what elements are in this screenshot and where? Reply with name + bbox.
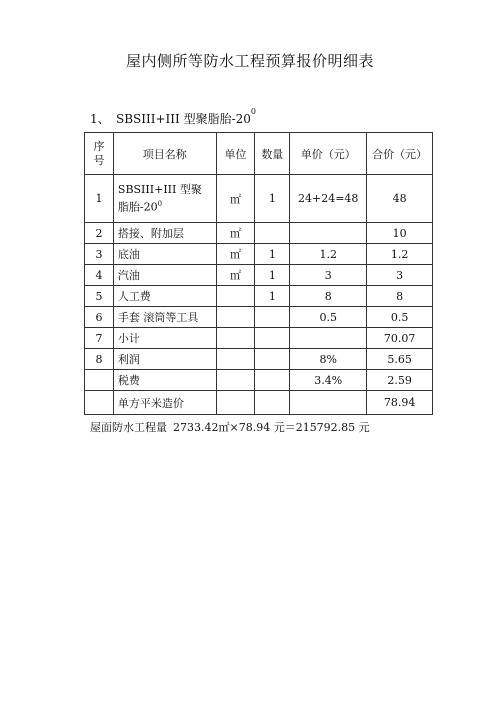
cell-total-price: 1.2: [367, 244, 433, 265]
cell-seq: 8: [85, 349, 114, 370]
table-row: [85, 349, 433, 370]
cell-total-price: 5.65: [367, 349, 433, 370]
cell-qty: 1: [255, 244, 290, 265]
cell-qty: [255, 391, 290, 415]
cell-item-name: 税费: [113, 370, 216, 391]
cell-total-price: 78.94: [367, 391, 433, 415]
header-unit: 单位: [216, 133, 255, 175]
table-row: [85, 370, 433, 391]
cell-total-price: 8: [367, 286, 433, 307]
cell-seq: [85, 370, 114, 391]
cell-item-name-text: SBSIII+III 型聚脂胎-20: [117, 183, 202, 214]
price-breakdown-table: [84, 132, 433, 415]
cell-qty: 1: [255, 286, 290, 307]
header-qty: 数量: [255, 133, 290, 175]
table-row: [85, 223, 433, 244]
table-row: [85, 175, 433, 223]
header-seq-line2: 号: [93, 153, 105, 167]
table-header-row: [85, 133, 433, 175]
cell-seq: 1: [85, 175, 114, 223]
cell-unit: [216, 349, 255, 370]
cell-unit-price: 8%: [290, 349, 367, 370]
cell-unit-price: 24+24=48: [290, 175, 367, 223]
cell-unit: ㎡: [216, 265, 255, 286]
document-title: 屋内侧所等防水工程预算报价明细表: [125, 52, 374, 70]
cell-unit-price: 1.2: [290, 244, 367, 265]
cell-qty: [255, 370, 290, 391]
cell-unit-price: [290, 223, 367, 244]
cell-seq: 7: [85, 328, 114, 349]
cell-seq: 6: [85, 307, 114, 328]
cell-total-price: 2.59: [367, 370, 433, 391]
table-row: [85, 265, 433, 286]
cell-unit-price: 3.4%: [290, 370, 367, 391]
cell-total-price: 48: [367, 175, 433, 223]
header-seq: [85, 133, 114, 175]
cell-item-name: [113, 175, 216, 223]
cell-qty: 1: [255, 175, 290, 223]
cell-unit: [216, 307, 255, 328]
cell-unit-price: 3: [290, 265, 367, 286]
table-row: [85, 307, 433, 328]
cell-unit: [216, 286, 255, 307]
cell-seq: 5: [85, 286, 114, 307]
header-item-name: 项目名称: [113, 133, 216, 175]
cell-item-name: 底油: [113, 244, 216, 265]
cell-item-name: 利润: [113, 349, 216, 370]
table-row: [85, 391, 433, 415]
cell-item-name: 人工费: [113, 286, 216, 307]
section-number: 1、: [90, 112, 110, 126]
cell-item-name-superscript: 0: [157, 200, 163, 209]
table-row: [85, 244, 433, 265]
cell-seq: 2: [85, 223, 114, 244]
table-row: [85, 286, 433, 307]
cell-qty: [255, 328, 290, 349]
cell-seq: [85, 391, 114, 415]
cell-item-name: 搭接、附加层: [113, 223, 216, 244]
cell-seq: 4: [85, 265, 114, 286]
header-seq-line1: 序: [93, 139, 105, 153]
header-total-price: 合价（元）: [367, 133, 433, 175]
cell-qty: [255, 307, 290, 328]
cell-unit-price: [290, 328, 367, 349]
cell-total-price: 0.5: [367, 307, 433, 328]
cell-unit: ㎡: [216, 175, 255, 223]
cell-qty: [255, 223, 290, 244]
header-unit-price: 单价（元）: [290, 133, 367, 175]
summary-formula: 2733.42㎡×78.94 元＝215792.85 元: [173, 421, 370, 434]
cell-item-name: 手套 滚筒等工具: [113, 307, 216, 328]
section-label-text: SBSIII+III 型聚脂胎-20: [116, 112, 251, 126]
cell-total-price: 3: [367, 265, 433, 286]
cell-unit: ㎡: [216, 244, 255, 265]
cell-unit: [216, 391, 255, 415]
table-row: [85, 328, 433, 349]
cell-seq: 3: [85, 244, 114, 265]
section-label: [116, 107, 256, 127]
cell-unit: [216, 370, 255, 391]
cell-unit-price: 0.5: [290, 307, 367, 328]
section-label-superscript: 0: [250, 107, 256, 116]
cell-total-price: 70.07: [367, 328, 433, 349]
cell-unit-price: [290, 391, 367, 415]
cell-item-name: 汽油: [113, 265, 216, 286]
roof-quantity-summary: [90, 419, 370, 435]
cell-qty: 1: [255, 265, 290, 286]
section-heading: [90, 107, 256, 127]
summary-label: 屋面防水工程量: [90, 421, 167, 434]
cell-item-name: 单方平米造价: [113, 391, 216, 415]
cell-item-name: 小计: [113, 328, 216, 349]
cell-unit: ㎡: [216, 223, 255, 244]
cell-total-price: 10: [367, 223, 433, 244]
cell-unit: [216, 328, 255, 349]
cell-qty: [255, 349, 290, 370]
cell-unit-price: 8: [290, 286, 367, 307]
